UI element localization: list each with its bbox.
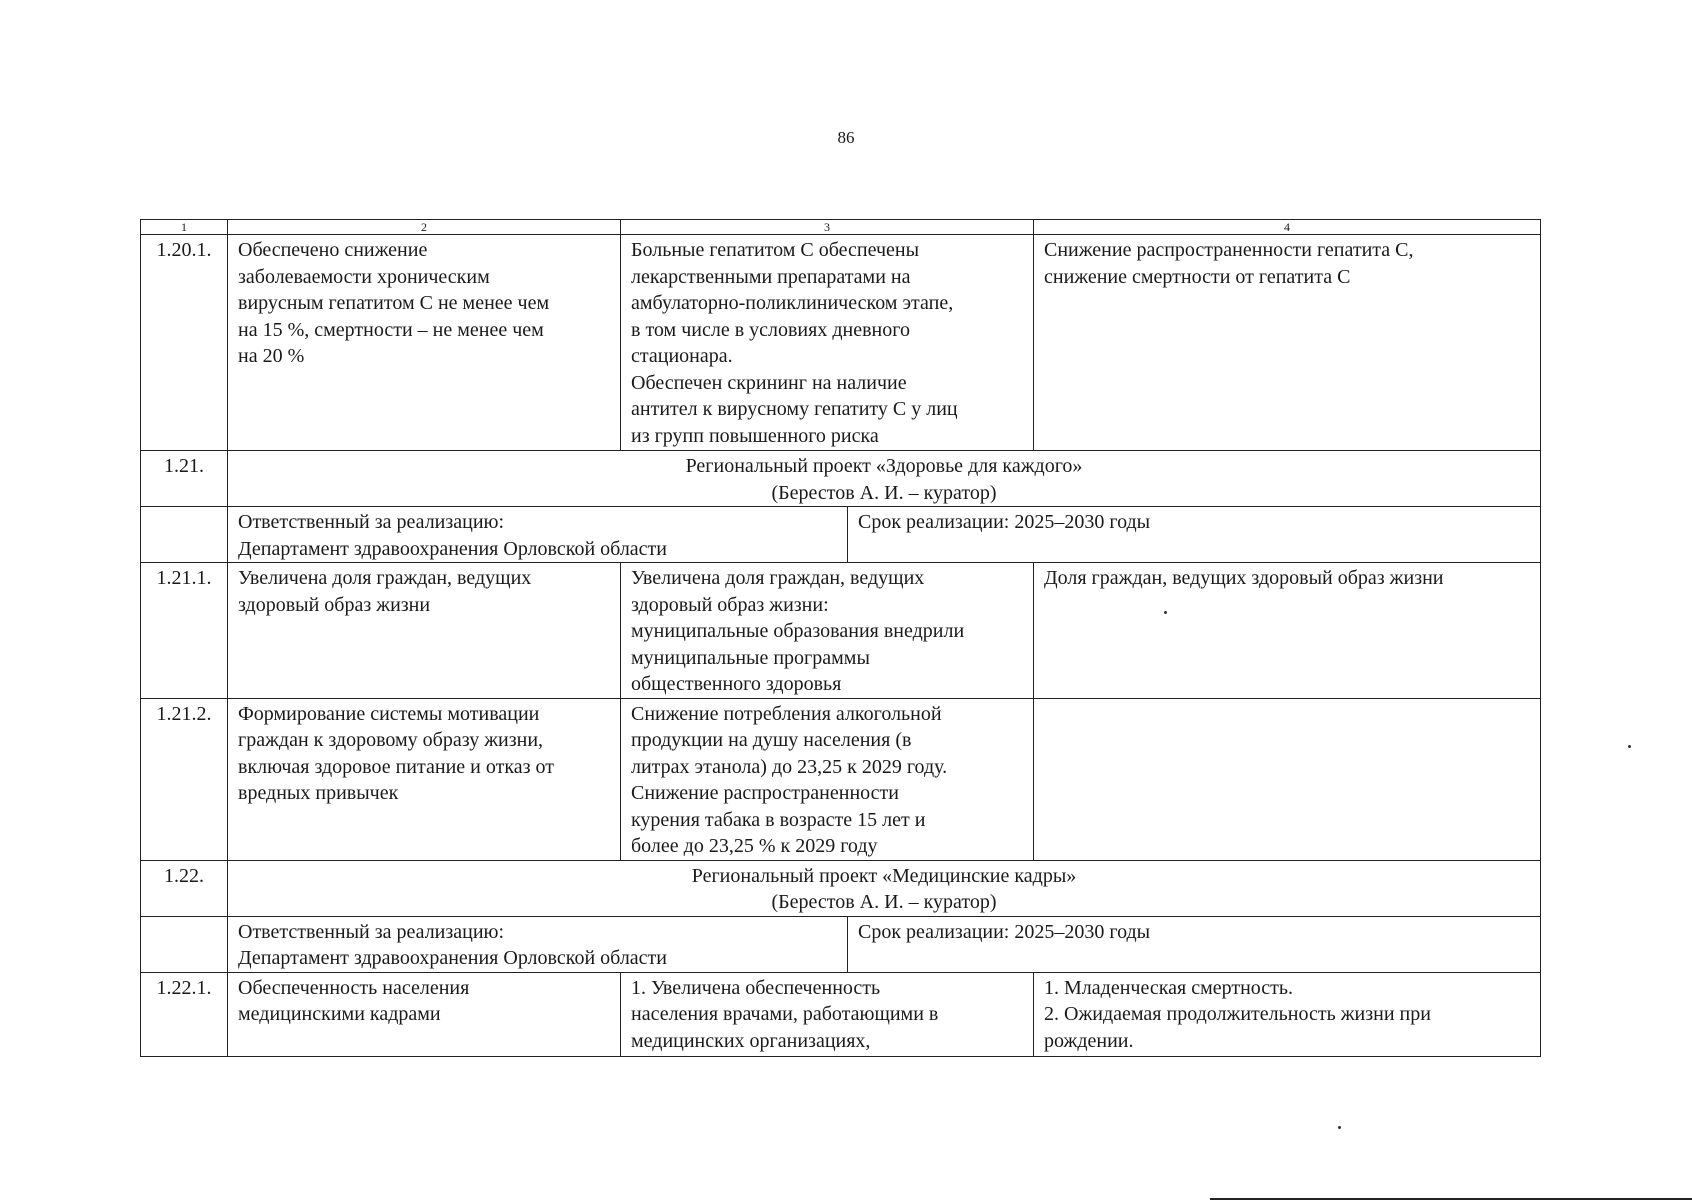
text-line: вирусным гепатитом С не менее чем	[238, 292, 550, 314]
result-cell	[228, 563, 621, 699]
text-line: включая здоровое питание и отказ от	[238, 755, 554, 778]
text-line: медицинскими кадрами	[238, 1003, 441, 1025]
text-line: антител к вирусному гепатиту С у лиц	[631, 398, 958, 420]
text-line: медицинских организациях,	[631, 1029, 871, 1052]
column-number-2: 2	[228, 220, 621, 235]
responsible-label: Ответственный за реализацию:	[238, 511, 505, 533]
text-line: в том числе в условиях дневного	[631, 318, 910, 341]
text-line: Увеличена доля граждан, ведущих	[631, 567, 925, 589]
row-number: 1.20.1.	[141, 235, 228, 451]
text-line: 1. Младенческая смертность.	[1044, 976, 1294, 999]
text-line: Снижение распространенности гепатита С,	[1044, 239, 1414, 261]
row-number: 1.21.	[141, 451, 228, 507]
text-line: 2. Ожидаемая продолжительность жизни при	[1044, 1003, 1431, 1025]
scan-speck	[1628, 745, 1631, 748]
indicator-cell	[1034, 235, 1541, 451]
project-title: Региональный проект «Здоровье для каждого»	[685, 455, 1083, 477]
text-line: Формирование системы мотивации	[238, 702, 540, 725]
indicator-cell	[1034, 698, 1541, 860]
text-line: Обеспечено снижение	[238, 239, 428, 261]
text-line: населения врачами, работающими в	[631, 1003, 939, 1025]
result-cell	[228, 972, 621, 1056]
text-line: Больные гепатитом С обеспечены	[631, 239, 920, 261]
text-line: на 15 %, смертности – не менее чем	[238, 318, 544, 341]
result-cell	[228, 698, 621, 860]
implementation-term: Срок реализации: 2025–2030 годы	[858, 920, 1151, 943]
text-line: более до 23,25 % к 2029 году	[631, 835, 878, 857]
text-line: Обеспеченность населения	[238, 976, 470, 999]
text-line: муниципальные программы	[631, 646, 870, 669]
text-line: Обеспечен скрининг на наличие	[631, 371, 907, 394]
result-cell	[228, 235, 621, 451]
text-line: рождении.	[1044, 1029, 1134, 1052]
project-title-cell	[228, 451, 1541, 507]
project-title-cell	[228, 860, 1541, 916]
characteristic-cell	[621, 563, 1034, 699]
text-line: Снижение потребления алкогольной	[631, 702, 942, 725]
text-line: общественного здоровья	[631, 673, 842, 695]
responsible-row	[141, 916, 1541, 972]
indicator-cell	[1034, 563, 1541, 699]
text-line: 1. Увеличена обеспеченность	[631, 976, 881, 999]
text-line: из групп повышенного риска	[631, 424, 879, 447]
responsible-term-cell	[228, 916, 1541, 972]
column-number-3: 3	[621, 220, 1034, 235]
text-line: граждан к здоровому образу жизни,	[238, 729, 544, 751]
project-row	[141, 860, 1541, 916]
row-number: 1.22.	[141, 860, 228, 916]
text-line: Снижение распространенности	[631, 782, 899, 804]
responsible-department: Департамент здравоохранения Орловской области	[238, 537, 668, 560]
table-row	[141, 563, 1541, 699]
characteristic-cell	[621, 235, 1034, 451]
text-line: лекарственными препаратами на	[631, 265, 911, 288]
indicator-cell	[1034, 972, 1541, 1056]
column-number-1: 1	[141, 220, 228, 235]
page-number: 86	[837, 128, 855, 147]
empty-cell	[141, 916, 228, 972]
project-curator: (Берестов А. И. – куратор)	[771, 891, 997, 913]
project-row	[141, 451, 1541, 507]
text-line: Доля граждан, ведущих здоровый образ жизни	[1044, 567, 1444, 589]
text-line: здоровый образ жизни:	[631, 593, 829, 616]
row-number: 1.22.1.	[141, 972, 228, 1056]
regional-projects-table	[140, 219, 1541, 1057]
row-number: 1.21.2.	[141, 698, 228, 860]
responsible-label: Ответственный за реализацию:	[238, 920, 505, 943]
table-row	[141, 698, 1541, 860]
text-line: амбулаторно-поликлиническом этапе,	[631, 292, 954, 314]
text-line: продукции на душу населения (в	[631, 729, 912, 751]
text-line: вредных привычек	[238, 782, 399, 804]
text-line: снижение смертности от гепатита С	[1044, 265, 1351, 288]
responsible-term-cell	[228, 507, 1541, 563]
responsible-cell	[228, 917, 848, 972]
column-number-row	[141, 220, 1541, 235]
empty-cell	[141, 507, 228, 563]
project-curator: (Берестов А. И. – куратор)	[771, 481, 997, 504]
responsible-row	[141, 507, 1541, 563]
scan-speck	[1164, 611, 1167, 614]
text-line: курения табака в возрасте 15 лет и	[631, 808, 926, 831]
text-line: стационара.	[631, 345, 733, 367]
characteristic-cell	[621, 698, 1034, 860]
column-number-4: 4	[1034, 220, 1541, 235]
text-line: на 20 %	[238, 345, 305, 367]
table-row	[141, 235, 1541, 451]
row-number: 1.21.1.	[141, 563, 228, 699]
term-cell	[848, 917, 1540, 972]
text-line: Увеличена доля граждан, ведущих	[238, 567, 532, 589]
text-line: литрах этанола) до 23,25 к 2029 году.	[631, 755, 948, 778]
project-title: Региональный проект «Медицинские кадры»	[691, 864, 1077, 887]
term-cell	[848, 507, 1540, 562]
responsible-cell	[228, 507, 848, 562]
responsible-department: Департамент здравоохранения Орловской области	[238, 947, 668, 969]
table-row	[141, 972, 1541, 1056]
implementation-term: Срок реализации: 2025–2030 годы	[858, 511, 1151, 533]
scan-speck	[1338, 1126, 1341, 1129]
text-line: заболеваемости хроническим	[238, 265, 490, 288]
text-line: муниципальные образования внедрили	[631, 620, 965, 642]
text-line: здоровый образ жизни	[238, 593, 431, 616]
characteristic-cell	[621, 972, 1034, 1056]
